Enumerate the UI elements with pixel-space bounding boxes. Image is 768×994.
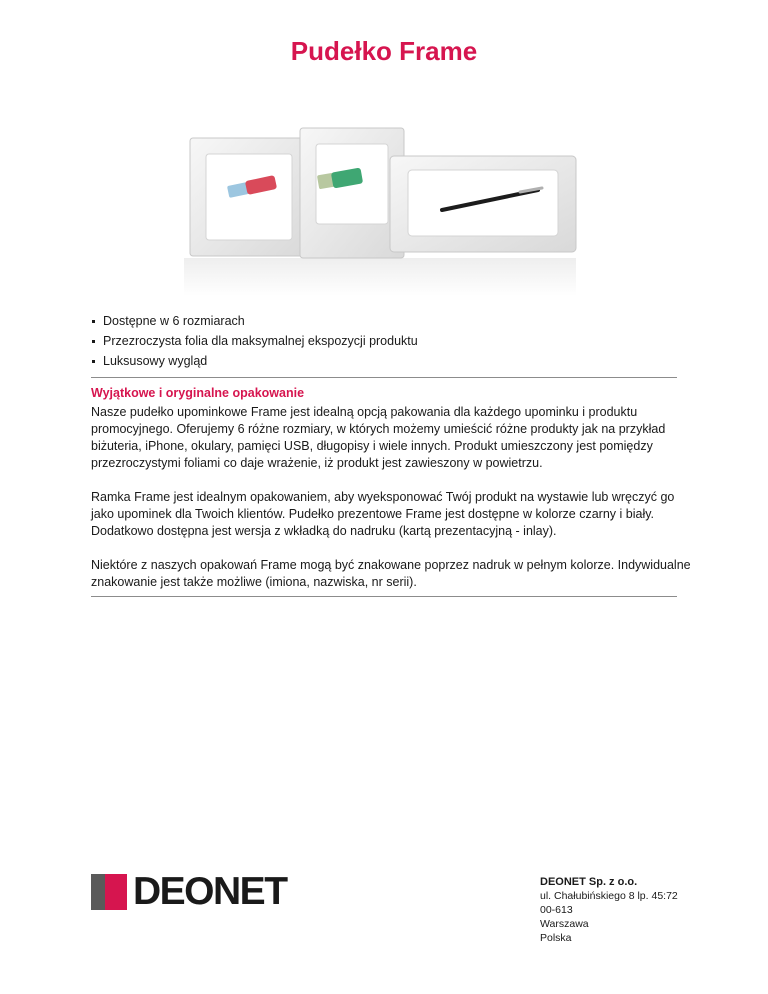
paragraph: Niektóre z naszych opakowań Frame mogą być znakowane poprzez nadruk w pełnym kolorze. Indywidualne znakowanie jest także możliwe (imiona, nazwiska, nr serii). [91,558,691,589]
frame-box-left [190,138,308,256]
product-photo [180,118,580,298]
city: Warszawa [540,918,589,930]
section-heading: Wyjątkowe i oryginalne opakowanie [91,386,305,400]
country: Polska [540,932,572,944]
bullet-icon [92,340,95,343]
bullet-icon [92,320,95,323]
paragraph: Nasze pudełko upominkowe Frame jest idealną opcją pakowania dla każdego upominku i produktu promocyjnego. Oferujemy 6 różne rozmiary, w których możemy umieścić różne produkty jak na przykład biżuteria, iPhone, okulary, pamięci USB, długopisy i wiele innych. Produkt umieszczony jest pomiędzy przezroczystymi foliami co daje wrażenie, iż produkt jest zawieszony w powietrzu. [91,405,666,470]
divider [91,377,677,378]
list-item: Przezroczysta folia dla maksymalnej ekspozycji produktu [91,331,418,351]
postal-code: 00-613 [540,904,573,916]
frame-box-right [390,156,576,252]
divider [91,596,677,597]
company-logo [91,870,287,913]
company-address [540,875,678,945]
frame-box-middle [300,128,404,258]
feature-list [91,311,418,371]
logo-text: DEONET [133,870,287,913]
page-title: Pudełko Frame [290,36,478,66]
list-item: Luksusowy wygląd [91,351,418,371]
paragraph: Ramka Frame jest idealnym opakowaniem, aby wyeksponować Twój produkt na wystawie lub wręczyć go jako upominek dla Twoich klientów. Pudełko prezentowe Frame jest dostępne w kolorze czarny i biały. Dodatkowo dostępna jest wersja z wkładką do nadruku (kartą prezentacyjną - inlay). [91,490,675,538]
logo-mark-icon [91,874,127,910]
address-line: ul. Chałubińskiego 8 lp. 45:72 [540,890,678,902]
company-name: DEONET Sp. z o.o. [540,876,638,888]
bullet-icon [92,360,95,363]
list-item: Dostępne w 6 rozmiarach [91,311,418,331]
